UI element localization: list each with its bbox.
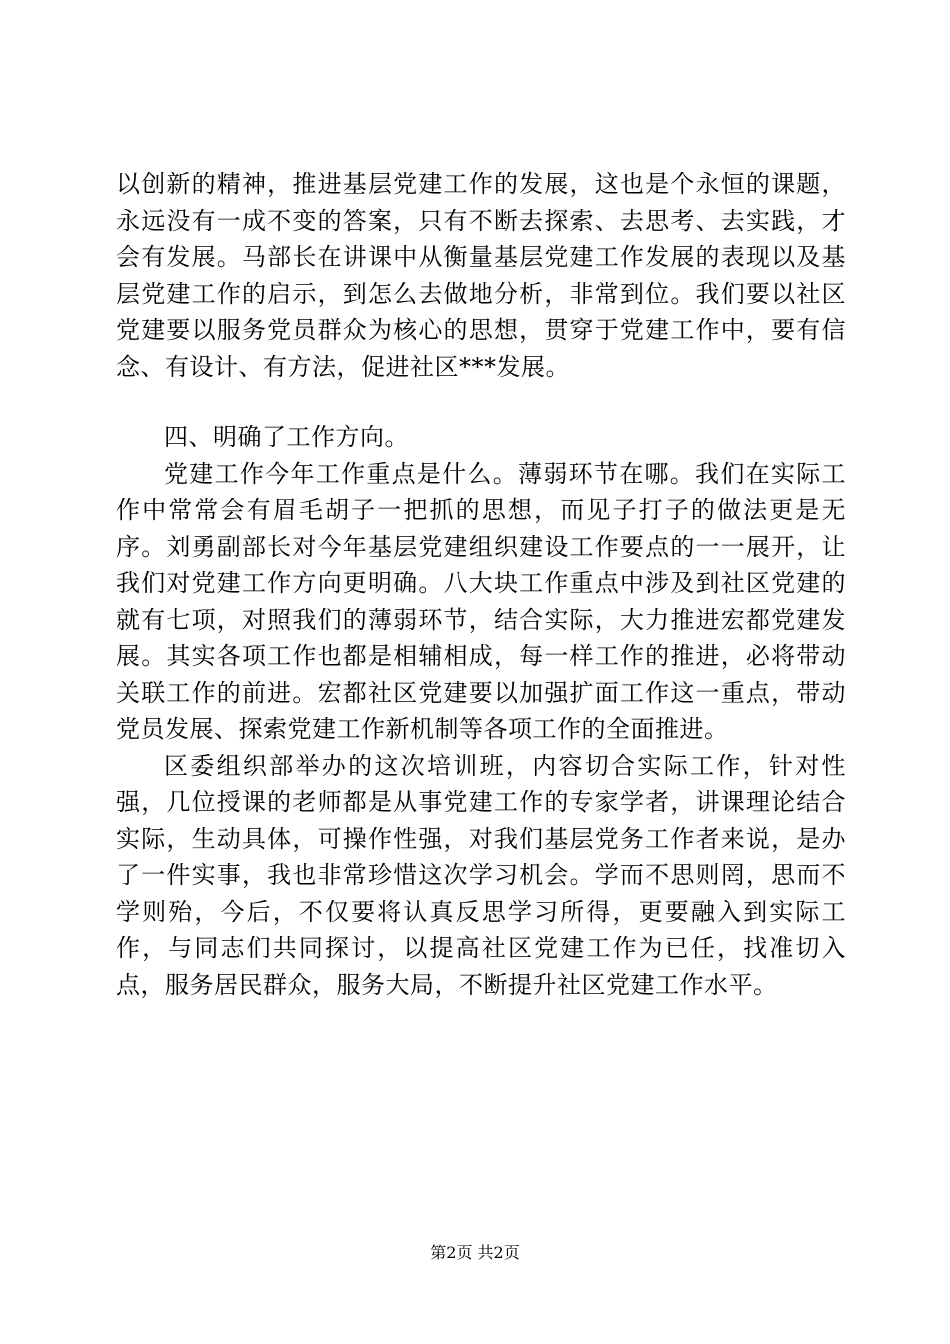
paragraph-gap [116, 385, 846, 419]
paragraph-training-summary: 区委组织部举办的这次培训班，内容切合实际工作，针对性强，几位授课的老师都是从事党建工作的专家学者，讲课理论结合实际，生动具体，可操作性强，对我们基层党务工作者来说，是办了一件实事，我也非常珍惜这次学习机会。学而不思则罔，思而不学则殆，今后，不仅要将认真反思学习所得，更要融入到实际工作，与同志们共同探讨，以提高社区党建工作为已任，找准切入点，服务居民群众，服务大局，不断提升社区党建工作水平。 [116, 751, 846, 999]
section-heading: 四、明确了工作方向。 [164, 423, 409, 451]
paragraph-continuation: 以创新的精神，推进基层党建工作的发展，这也是个永恒的课题，永远没有一成不变的答案，只有不断去探索、去思考、去实践，才会有发展。马部长在讲课中从衡量基层党建工作发展的表现以及基层党建工作的启示，到怎么去做地分析，非常到位。我们要以社区党建要以服务党员群众为核心的思想，贯穿于党建工作中，要有信念、有设计、有方法，促进社区***发展。 [116, 170, 846, 381]
page-number-footer: 第2页 共2页 [430, 1243, 520, 1262]
paragraph-work-focus: 党建工作今年工作重点是什么。薄弱环节在哪。我们在实际工作中常常会有眉毛胡子一把抓的思想，而见子打子的做法更是无序。刘勇副部长对今年基层党建组织建设工作要点的一一展开，让我们对党建工作方向更明确。八大块工作重点中涉及到社区党建的就有七项，对照我们的薄弱环节，结合实际，大力推进宏都党建发展。其实各项工作也都是相辅相成，每一样工作的推进，必将带动关联工作的前进。宏都社区党建要以加强扩面工作这一重点，带动党员发展、探索党建工作新机制等各项工作的全面推进。 [116, 459, 846, 743]
document-body [116, 166, 846, 1003]
